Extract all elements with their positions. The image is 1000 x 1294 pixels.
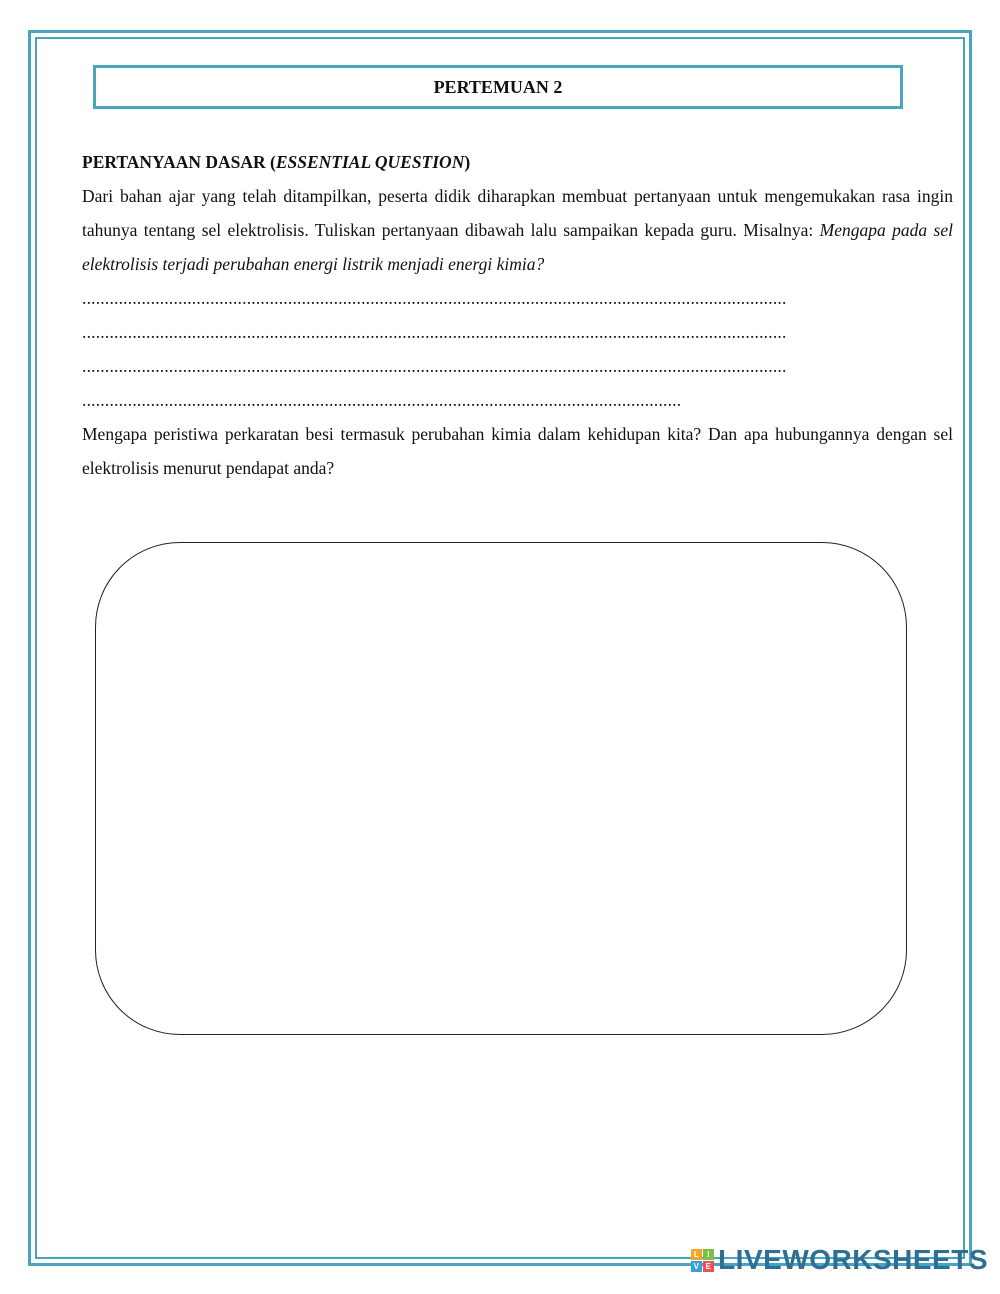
intro-paragraph [82,179,953,281]
logo-cell-e: E [703,1261,714,1272]
heading-italic: ESSENTIAL QUESTION [275,152,465,172]
worksheet-content [82,145,953,485]
answer-box[interactable] [95,542,907,1035]
heading-suffix: ) [464,152,471,172]
page-title: PERTEMUAN 2 [433,76,563,97]
example-question: Mengapa pada sel elektrolisis terjadi perubahan energi listrik menjadi energi kimia? [82,220,953,274]
liveworksheets-brand [691,1244,988,1276]
question-2: Mengapa peristiwa perkaratan besi termasuk perubahan kimia dalam kehidupan kita? Dan apa hubungannya dengan sel elektrolisis menurut pendapat anda? [82,424,953,478]
heading-prefix: PERTANYAAN DASAR ( [82,152,276,172]
liveworksheets-logo-icon [691,1249,714,1272]
intro-text: Dari bahan ajar yang telah ditampilkan, peserta didik diharapkan membuat pertanyaan untuk mengemukakan rasa ingin tahunya tentang sel elektrolisis. Tuliskan pertanyaan dibawah lalu sampaikan kepada guru. Misalnya: [82,186,953,240]
section-heading [82,145,953,179]
answer-line-3[interactable]: .......................................................................................................................................................... [82,356,787,376]
logo-cell-i: I [703,1249,714,1260]
logo-cell-v: V [691,1261,702,1272]
title-box [93,65,903,109]
brand-name: LIVEWORKSHEETS [718,1244,988,1275]
logo-cell-l: L [691,1249,702,1260]
answer-line-4[interactable]: ................................................................................................................................... [82,390,682,410]
answer-line-1[interactable]: .......................................................................................................................................................... [82,288,787,308]
answer-line-2[interactable]: .......................................................................................................................................................... [82,322,787,342]
